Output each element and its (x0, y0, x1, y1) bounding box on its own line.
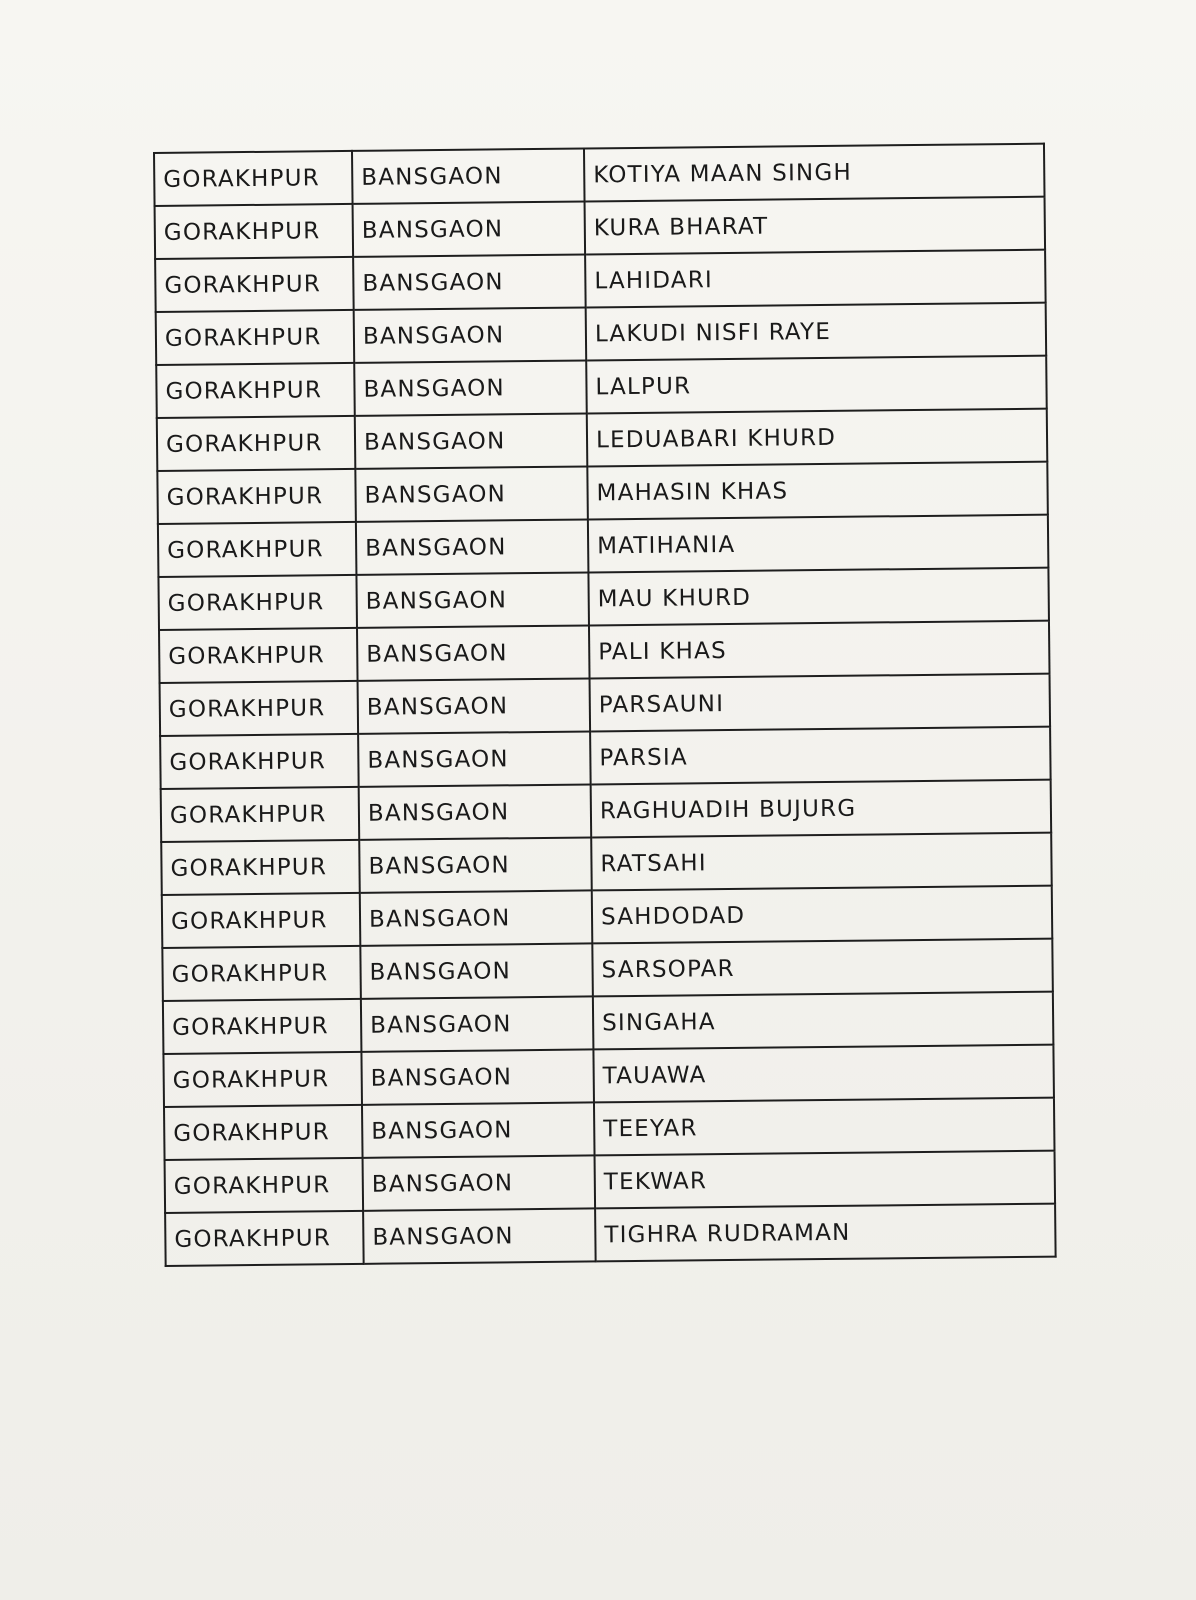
tehsil-cell: BANSGAON (357, 625, 590, 680)
table-row (164, 1098, 1055, 1160)
tehsil-cell: BANSGAON (363, 1155, 596, 1210)
village-cell: KOTIYA MAAN SINGH (584, 144, 1045, 202)
district-cell: GORAKHPUR (160, 734, 359, 789)
village-cell: TEKWAR (595, 1151, 1056, 1209)
district-cell: GORAKHPUR (163, 1052, 362, 1107)
table-row (158, 515, 1049, 577)
village-cell: MATIHANIA (588, 515, 1049, 573)
table-row (156, 303, 1047, 365)
village-cell: MAU KHURD (588, 568, 1049, 626)
village-cell: TEEYAR (594, 1098, 1055, 1156)
village-cell: SARSOPAR (592, 939, 1053, 997)
village-cell: TIGHRA RUDRAMAN (595, 1204, 1056, 1262)
village-cell: LALPUR (586, 356, 1047, 414)
district-cell: GORAKHPUR (165, 1158, 364, 1213)
tehsil-cell: BANSGAON (358, 731, 591, 786)
district-cell: GORAKHPUR (155, 257, 354, 312)
tehsil-cell: BANSGAON (355, 466, 588, 521)
table-row (162, 886, 1053, 948)
table-row (154, 144, 1045, 206)
tehsil-cell: BANSGAON (352, 148, 585, 203)
village-cell: SINGAHA (593, 992, 1054, 1050)
village-cell: RAGHUADIH BUJURG (591, 780, 1052, 838)
district-cell: GORAKHPUR (154, 151, 353, 206)
tehsil-cell: BANSGAON (355, 413, 588, 468)
district-cell: GORAKHPUR (158, 522, 357, 577)
district-cell: GORAKHPUR (155, 204, 354, 259)
tehsil-cell: BANSGAON (356, 519, 589, 574)
table-row (165, 1151, 1056, 1213)
tehsil-cell: BANSGAON (356, 572, 589, 627)
village-cell: TAUAWA (593, 1045, 1054, 1103)
district-cell: GORAKHPUR (157, 469, 356, 524)
tehsil-cell: BANSGAON (359, 837, 592, 892)
village-cell: LAKUDI NISFI RAYE (586, 303, 1047, 361)
table-row (159, 621, 1050, 683)
village-cell: KURA BHARAT (585, 197, 1046, 255)
table-row (156, 356, 1047, 418)
tehsil-cell: BANSGAON (361, 996, 594, 1051)
village-cell: LAHIDARI (585, 250, 1046, 308)
village-cell: PARSIA (590, 727, 1051, 785)
district-cell: GORAKHPUR (160, 681, 359, 736)
table-row (157, 409, 1048, 471)
table-row (160, 674, 1051, 736)
table-row (157, 462, 1048, 524)
district-cell: GORAKHPUR (164, 1105, 363, 1160)
table-row (155, 250, 1046, 312)
district-cell: GORAKHPUR (163, 999, 362, 1054)
district-cell: GORAKHPUR (161, 840, 360, 895)
table-row (160, 727, 1051, 789)
tehsil-cell: BANSGAON (358, 678, 591, 733)
table-row (161, 833, 1052, 895)
tehsil-cell: BANSGAON (359, 784, 592, 839)
tehsil-cell: BANSGAON (354, 360, 587, 415)
village-cell: RATSAHI (591, 833, 1052, 891)
table-row (165, 1204, 1056, 1266)
village-list-table-wrapper (153, 143, 1055, 1267)
tehsil-cell: BANSGAON (361, 1049, 594, 1104)
tehsil-cell: BANSGAON (354, 307, 587, 362)
district-cell: GORAKHPUR (156, 310, 355, 365)
district-cell: GORAKHPUR (162, 946, 361, 1001)
village-cell: PALI KHAS (589, 621, 1050, 679)
tehsil-cell: BANSGAON (362, 1102, 595, 1157)
table-row (158, 568, 1049, 630)
tehsil-cell: BANSGAON (360, 943, 593, 998)
tehsil-cell: BANSGAON (353, 201, 586, 256)
district-cell: GORAKHPUR (162, 893, 361, 948)
village-cell: MAHASIN KHAS (587, 462, 1048, 520)
table-row (162, 939, 1053, 1001)
village-cell: PARSAUNI (590, 674, 1051, 732)
district-cell: GORAKHPUR (165, 1211, 364, 1266)
table-row (155, 197, 1046, 259)
tehsil-cell: BANSGAON (353, 254, 586, 309)
table-row (163, 1045, 1054, 1107)
district-cell: GORAKHPUR (157, 416, 356, 471)
district-cell: GORAKHPUR (158, 575, 357, 630)
tehsil-cell: BANSGAON (363, 1208, 596, 1263)
tehsil-cell: BANSGAON (360, 890, 593, 945)
district-cell: GORAKHPUR (161, 787, 360, 842)
village-cell: LEDUABARI KHURD (587, 409, 1048, 467)
village-list-table (153, 143, 1057, 1267)
village-cell: SAHDODAD (592, 886, 1053, 944)
table-row (161, 780, 1052, 842)
district-cell: GORAKHPUR (156, 363, 355, 418)
district-cell: GORAKHPUR (159, 628, 358, 683)
table-row (163, 992, 1054, 1054)
